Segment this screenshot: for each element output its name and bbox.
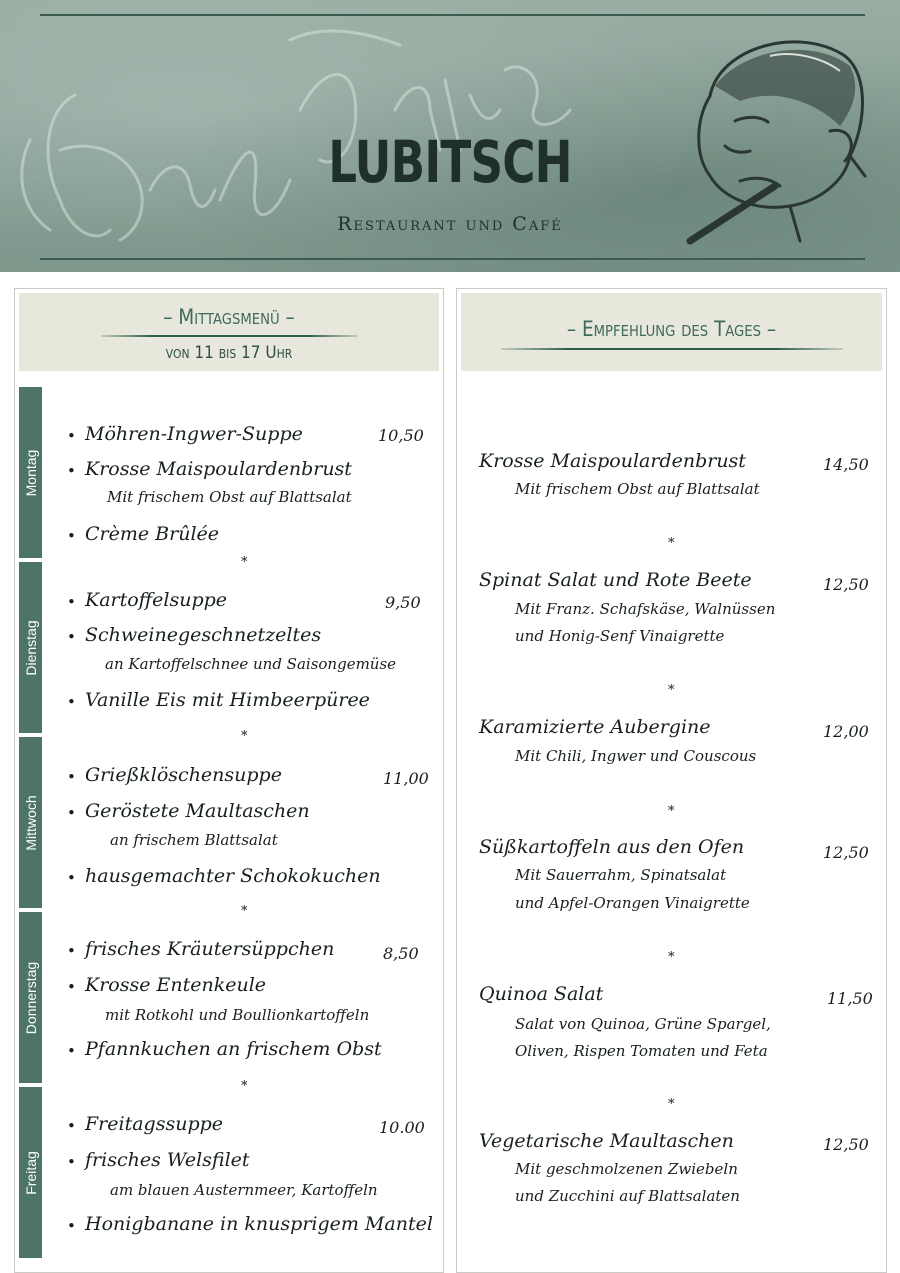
daily-special-panel <box>456 288 887 1273</box>
main-description: Mit frischem Obst auf Blattsalat <box>107 488 352 506</box>
lunch-menu-title: – Mittagsmenü – <box>163 305 295 329</box>
day-tab-montag: Montag <box>19 387 42 558</box>
special-name: Süßkartoffeln aus den Ofen <box>479 836 745 858</box>
main-description: an Kartoffelschnee und Saisongemüse <box>105 655 397 673</box>
soup-name: frisches Kräutersüppchen <box>85 938 335 960</box>
bullet: • <box>67 1117 76 1135</box>
lunch-menu-hours: von 11 bis 17 Uhr <box>165 343 293 363</box>
lunch-menu-panel <box>14 288 444 1273</box>
restaurant-subtitle: Restaurant und Café <box>337 213 563 235</box>
special-name: Quinoa Salat <box>479 983 604 1005</box>
special-description: Salat von Quinoa, Grüne Spargel, <box>515 1015 771 1033</box>
bullet: • <box>67 869 76 887</box>
separator-star: * <box>668 804 675 819</box>
bullet: • <box>67 593 76 611</box>
separator-star: * <box>668 950 675 965</box>
special-description: Mit frischem Obst auf Blattsalat <box>515 480 760 498</box>
separator-star: * <box>241 729 248 744</box>
bullet: • <box>67 804 76 822</box>
special-description: und Zucchini auf Blattsalaten <box>515 1187 740 1205</box>
special-description: Mit Chili, Ingwer und Couscous <box>515 747 757 765</box>
dessert-name: Crème Brûlée <box>85 523 220 545</box>
dessert-name: Honigbanane in knusprigem Mantel <box>85 1213 433 1235</box>
special-price: 12,50 <box>823 843 869 862</box>
special-name: Vegetarische Maultaschen <box>479 1130 734 1152</box>
soup-name: Möhren-Ingwer-Suppe <box>85 423 303 445</box>
dessert-name: hausgemachter Schokokuchen <box>85 865 381 887</box>
main-description: am blauen Austernmeer, Kartoffeln <box>110 1181 378 1199</box>
dessert-name: Vanille Eis mit Himbeerpüree <box>85 689 370 711</box>
special-description: Oliven, Rispen Tomaten und Feta <box>515 1042 768 1060</box>
bullet: • <box>67 1153 76 1171</box>
special-price: 12,50 <box>823 575 869 594</box>
separator-star: * <box>668 1097 675 1112</box>
bullet: • <box>67 1042 76 1060</box>
lunch-menu-rule <box>101 335 358 337</box>
bullet: • <box>67 462 76 480</box>
main-name: frisches Welsfilet <box>85 1149 250 1171</box>
special-price: 11,50 <box>827 989 873 1008</box>
bullet: • <box>67 768 76 786</box>
main-name: Schweinegeschnetzeltes <box>85 624 322 646</box>
special-price: 12,00 <box>823 722 869 741</box>
main-name: Krosse Entenkeule <box>85 974 267 996</box>
daily-special-title: – Empfehlung des Tages – <box>566 317 777 341</box>
day-tab-mittwoch: Mittwoch <box>19 737 42 908</box>
bullet: • <box>67 628 76 646</box>
day-tab-dienstag: Dienstag <box>19 562 42 733</box>
soup-name: Grießklöschensuppe <box>85 764 282 786</box>
main-name: Geröstete Maultaschen <box>85 800 310 822</box>
day-tab-donnerstag: Donnerstag <box>19 912 42 1083</box>
main-name: Krosse Maispoulardenbrust <box>85 458 352 480</box>
special-description: und Apfel-Orangen Vinaigrette <box>515 894 750 912</box>
special-name: Karamizierte Aubergine <box>479 716 711 738</box>
special-description: Mit Sauerrahm, Spinatsalat <box>515 866 727 884</box>
special-description: und Honig-Senf Vinaigrette <box>515 627 725 645</box>
separator-star: * <box>668 683 675 698</box>
day-tab-freitag: Freitag <box>19 1087 42 1258</box>
separator-star: * <box>668 536 675 551</box>
header-banner <box>0 0 900 272</box>
bullet: • <box>67 1217 76 1235</box>
day-price: 11,00 <box>383 769 429 788</box>
day-price: 10.00 <box>379 1118 425 1137</box>
daily-special-header <box>461 293 882 371</box>
bullet: • <box>67 978 76 996</box>
special-name: Spinat Salat und Rote Beete <box>479 569 752 591</box>
lunch-menu-header <box>19 293 439 371</box>
day-price: 9,50 <box>385 593 421 612</box>
daily-special-rule <box>501 348 843 350</box>
bullet: • <box>67 527 76 545</box>
soup-name: Freitagssuppe <box>85 1113 224 1135</box>
main-description: an frischem Blattsalat <box>110 831 278 849</box>
soup-name: Kartoffelsuppe <box>85 589 228 611</box>
bullet: • <box>67 942 76 960</box>
special-price: 12,50 <box>823 1135 869 1154</box>
bullet: • <box>67 693 76 711</box>
special-name: Krosse Maispoulardenbrust <box>479 450 746 472</box>
day-price: 10,50 <box>378 426 424 445</box>
bullet: • <box>67 427 76 445</box>
day-price: 8,50 <box>383 944 419 963</box>
separator-star: * <box>241 555 248 570</box>
restaurant-name: LUBITSCH <box>328 128 572 196</box>
special-description: Mit geschmolzenen Zwiebeln <box>515 1160 738 1178</box>
dessert-name: Pfannkuchen an frischem Obst <box>85 1038 382 1060</box>
special-price: 14,50 <box>823 455 869 474</box>
separator-star: * <box>241 1079 248 1094</box>
special-description: Mit Franz. Schafskäse, Walnüssen <box>515 600 776 618</box>
main-description: mit Rotkohl und Boullionkartoffeln <box>105 1006 370 1024</box>
separator-star: * <box>241 904 248 919</box>
